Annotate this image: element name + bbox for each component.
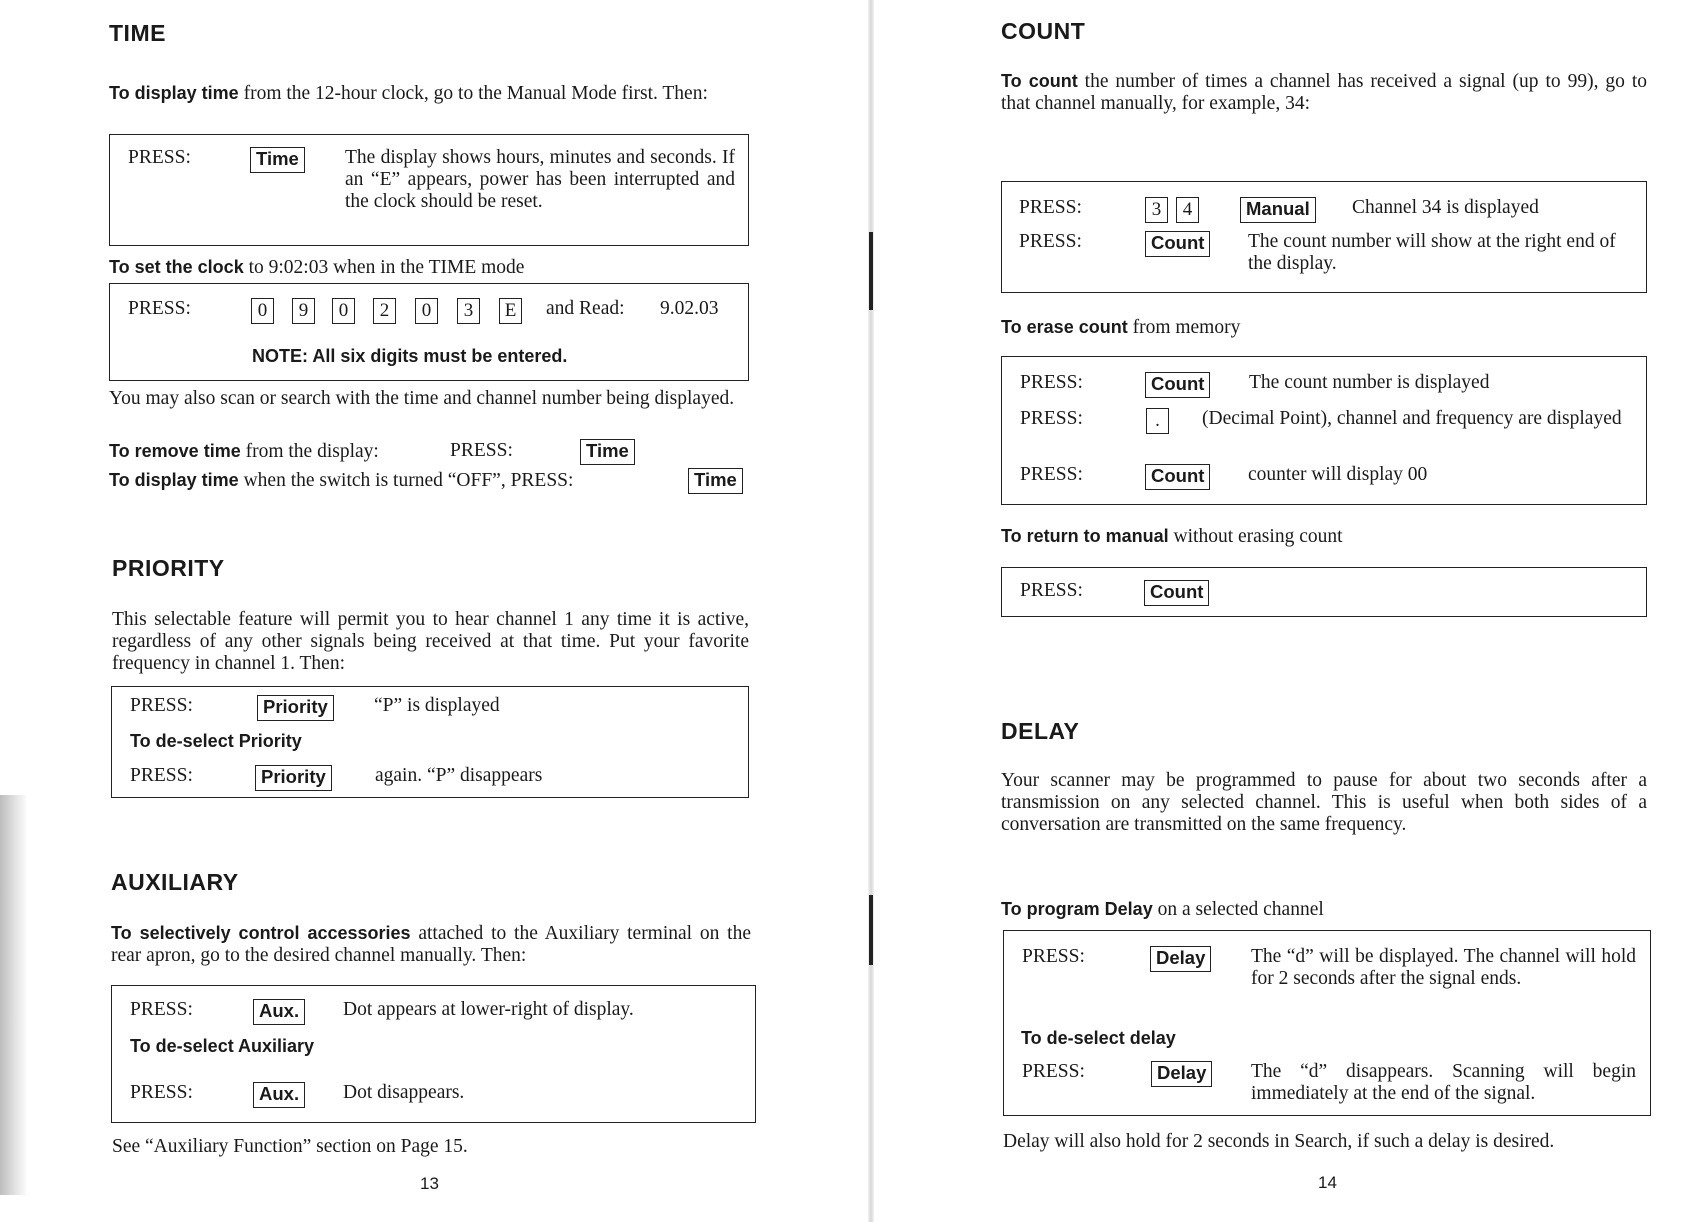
deselect-auxiliary-label: To de-select Auxiliary xyxy=(130,1036,315,1056)
set-clock-lead: To set the clock xyxy=(109,257,244,277)
time-display-description: The display shows hours, minutes and seconds. If an “E” appears, power has been interrupted and the clock should be reset. xyxy=(345,147,735,212)
aux-on-description: Dot appears at lower-right of display. xyxy=(343,999,634,1020)
press-label: PRESS: xyxy=(130,999,193,1020)
display-time-off-rest: when the switch is turned “OFF”, PRESS: xyxy=(238,470,574,491)
press-label: PRESS: xyxy=(1020,580,1083,601)
press-label: PRESS: xyxy=(130,695,193,716)
time-key[interactable]: Time xyxy=(688,468,743,494)
deselect-delay-label: To de-select delay xyxy=(1021,1028,1176,1048)
set-clock-text xyxy=(109,256,749,279)
delay-key[interactable]: Delay xyxy=(1150,946,1211,972)
priority-key[interactable]: Priority xyxy=(257,695,334,721)
count-intro-lead: To count xyxy=(1001,71,1078,91)
digits-note: NOTE: All six digits must be entered. xyxy=(252,346,568,366)
return-manual-lead: To return to manual xyxy=(1001,526,1169,546)
digit-key-9[interactable]: 9 xyxy=(292,298,315,324)
digit-key-0[interactable]: 0 xyxy=(332,298,355,324)
page-number: 14 xyxy=(1318,1173,1337,1192)
press-label: PRESS: xyxy=(1020,464,1083,485)
auxiliary-intro xyxy=(111,922,751,967)
display-time-off-text xyxy=(109,469,689,492)
delay-footer-note: Delay will also hold for 2 seconds in Search, if such a delay is desired. xyxy=(1003,1131,1555,1152)
auxiliary-intro-lead: To selectively control accessories xyxy=(111,923,411,943)
erase-count-lead: To erase count xyxy=(1001,317,1128,337)
count-intro-rest: the number of times a channel has received a signal (up to 99), go to that channel manually, for example, 34: xyxy=(1001,71,1647,114)
aux-key[interactable]: Aux. xyxy=(253,1082,305,1108)
delay-key[interactable]: Delay xyxy=(1151,1061,1212,1087)
read-label: and Read: xyxy=(546,298,625,319)
decimal-point-key[interactable]: . xyxy=(1146,408,1169,434)
aux-key[interactable]: Aux. xyxy=(253,999,305,1025)
section-heading-delay: DELAY xyxy=(1001,718,1080,744)
program-delay-text xyxy=(1001,898,1647,921)
delay-box xyxy=(1003,930,1651,1116)
press-label: PRESS: xyxy=(1022,1061,1085,1082)
time-key[interactable]: Time xyxy=(250,147,305,173)
right-page xyxy=(870,0,1682,1222)
priority-box xyxy=(111,686,749,798)
section-heading-count: COUNT xyxy=(1001,18,1086,44)
enter-key[interactable]: E xyxy=(499,298,522,324)
section-heading-auxiliary: AUXILIARY xyxy=(111,869,239,895)
count-key[interactable]: Count xyxy=(1145,231,1210,257)
program-delay-lead: To program Delay xyxy=(1001,899,1153,919)
page-number: 13 xyxy=(420,1174,439,1193)
set-clock-box xyxy=(109,283,749,381)
digit-key-4[interactable]: 4 xyxy=(1176,197,1199,223)
aux-off-description: Dot disappears. xyxy=(343,1082,465,1103)
channel-displayed-description: Channel 34 is displayed xyxy=(1352,197,1539,218)
erase-count-box xyxy=(1001,356,1647,505)
return-manual-box xyxy=(1001,567,1647,617)
decimal-point-description: (Decimal Point), channel and frequency are displayed xyxy=(1202,408,1622,429)
remove-time-rest: from the display: xyxy=(240,441,379,462)
delay-on-description: The “d” will be displayed. The channel will hold for 2 seconds after the signal ends. xyxy=(1251,946,1636,989)
count-key[interactable]: Count xyxy=(1144,580,1209,606)
erase-count-rest: from memory xyxy=(1127,317,1241,338)
auxiliary-footer-note: See “Auxiliary Function” section on Page 15. xyxy=(112,1136,468,1157)
section-heading-priority: PRIORITY xyxy=(112,555,225,581)
time-intro-rest: from the 12-hour clock, go to the Manual Mode first. Then: xyxy=(238,83,708,104)
digit-key-3[interactable]: 3 xyxy=(457,298,480,324)
press-label: PRESS: xyxy=(128,147,191,168)
priority-intro: This selectable feature will permit you to hear channel 1 any time it is active, regardless of any other signals being received at that time. Put your favorite frequency in channel 1. Then: xyxy=(112,609,749,674)
scan-search-text: You may also scan or search with the time and channel number being displayed. xyxy=(109,388,735,409)
return-manual-text xyxy=(1001,525,1647,548)
digit-key-2[interactable]: 2 xyxy=(373,298,396,324)
count-displayed-description: The count number is displayed xyxy=(1249,372,1490,393)
press-label: PRESS: xyxy=(1020,372,1083,393)
priority-key[interactable]: Priority xyxy=(255,765,332,791)
count-show-description: The count number will show at the right end of the display. xyxy=(1248,231,1616,274)
time-display-box xyxy=(109,134,749,246)
press-label: PRESS: xyxy=(1022,946,1085,967)
count-intro xyxy=(1001,70,1647,115)
digit-key-0[interactable]: 0 xyxy=(415,298,438,324)
auxiliary-box xyxy=(111,985,756,1123)
priority-off-description: again. “P” disappears xyxy=(375,765,543,786)
manual-key[interactable]: Manual xyxy=(1240,197,1316,223)
deselect-priority-label: To de-select Priority xyxy=(130,731,302,751)
return-manual-rest: without erasing count xyxy=(1168,526,1343,547)
digit-key-0[interactable]: 0 xyxy=(251,298,274,324)
time-key[interactable]: Time xyxy=(580,439,635,465)
erase-count-text xyxy=(1001,316,1647,339)
press-label: PRESS: xyxy=(1019,197,1082,218)
delay-intro: Your scanner may be programmed to pause for about two seconds after a transmission on any selected channel. This is useful when both sides of a conversation are transmitted on the same frequency. xyxy=(1001,770,1647,835)
press-label: PRESS: xyxy=(128,298,191,319)
display-time-off-lead: To display time xyxy=(109,470,239,490)
time-intro-lead: To display time xyxy=(109,83,239,103)
remove-time-lead: To remove time xyxy=(109,441,241,461)
auxiliary-intro-rest: attached to the Auxiliary terminal on the rear apron, go to the desired channel manually. Then: xyxy=(111,923,751,966)
time-intro xyxy=(109,82,749,105)
priority-on-description: “P” is displayed xyxy=(374,695,500,716)
press-label: PRESS: xyxy=(130,765,193,786)
count-box xyxy=(1001,181,1647,293)
program-delay-rest: on a selected channel xyxy=(1152,899,1324,920)
press-label: PRESS: xyxy=(1020,408,1083,429)
press-label: PRESS: xyxy=(450,440,513,461)
count-key[interactable]: Count xyxy=(1145,372,1210,398)
counter-reset-description: counter will display 00 xyxy=(1248,464,1428,485)
press-label: PRESS: xyxy=(130,1082,193,1103)
digit-key-3[interactable]: 3 xyxy=(1145,197,1168,223)
count-key[interactable]: Count xyxy=(1145,464,1210,490)
delay-off-description: The “d” disappears. Scanning will begin immediately at the end of the signal. xyxy=(1251,1061,1636,1104)
read-value: 9.02.03 xyxy=(660,298,719,319)
section-heading-time: TIME xyxy=(109,20,166,46)
press-label: PRESS: xyxy=(1019,231,1082,252)
set-clock-rest: to 9:02:03 when in the TIME mode xyxy=(243,257,525,278)
